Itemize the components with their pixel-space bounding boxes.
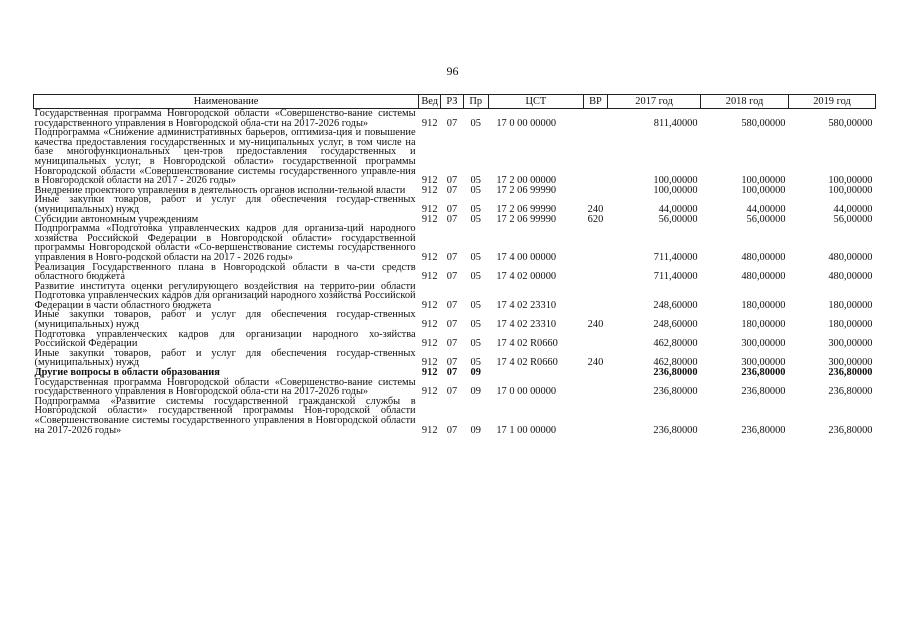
table-header-row — [34, 95, 876, 109]
row-cst — [488, 368, 583, 378]
row-ved: 912 — [421, 203, 438, 215]
row-ved: 912 — [421, 386, 438, 398]
table-row — [34, 263, 876, 282]
row-2019: 100,00000 — [828, 175, 873, 187]
row-pr: 05 — [470, 357, 481, 369]
row-2017: 711,40000 — [653, 251, 698, 263]
row-2018: 300,00000 — [741, 357, 786, 369]
row-2018: 236,80000 — [741, 424, 786, 436]
row-cst: 17 2 06 99990 — [496, 184, 557, 196]
row-pr: 09 — [470, 424, 481, 436]
row-name: Иные закупки товаров, работ и услуг для обеспечения государ-ственных (муниципальных) нужд — [34, 194, 416, 215]
row-vr: 240 — [587, 357, 604, 369]
row-rz: 07 — [446, 338, 458, 350]
table-row — [34, 282, 876, 311]
header-name: Наименование — [34, 95, 419, 109]
row-vr — [583, 128, 607, 186]
row-name: Иные закупки товаров, работ и услуг для обеспечения государ-ственных (муниципальных) нужд — [34, 347, 416, 369]
table-row — [34, 224, 876, 262]
row-pr: 09 — [470, 367, 481, 379]
header-2019: 2019 год — [789, 95, 876, 109]
row-cst: 17 2 06 99990 — [496, 213, 557, 225]
row-vr — [583, 224, 607, 262]
row-name: Подпрограмма «Подготовка управленческих кадров для организа-ций народного хозяйства Российской Федерации в Новгородской области» государственной программы Новгородской области «Со-вершенствование системы государственного управления в Новго-родской области на 2017 - 2026 годы» — [34, 223, 416, 263]
row-cst: 17 4 02 R0660 — [496, 338, 558, 350]
row-pr: 05 — [470, 319, 481, 331]
row-2019: 300,00000 — [828, 338, 873, 350]
row-2018: 180,00000 — [741, 299, 786, 311]
header-ved: Вед — [419, 95, 441, 109]
row-2019: 236,80000 — [828, 367, 873, 379]
header-2017: 2017 год — [608, 95, 701, 109]
row-2018: 480,00000 — [741, 251, 786, 263]
row-vr: 620 — [587, 213, 604, 225]
row-rz: 07 — [446, 203, 458, 215]
row-cst: 17 4 02 23310 — [496, 299, 557, 311]
row-2018: 100,00000 — [741, 175, 786, 187]
row-pr: 05 — [470, 251, 481, 263]
row-2019: 100,00000 — [828, 184, 873, 196]
row-cst: 17 0 00 00000 — [496, 117, 557, 129]
row-pr: 05 — [470, 175, 481, 187]
row-2019: 480,00000 — [828, 271, 873, 283]
row-2017: 811,40000 — [653, 117, 698, 129]
row-2017: 248,60000 — [653, 299, 698, 311]
row-2018: 236,80000 — [741, 386, 786, 398]
row-name: Реализация Государственного плана в Новгородской области в ча-сти средств областного бюджета — [34, 261, 416, 283]
row-pr: 05 — [470, 271, 481, 283]
row-ved: 912 — [421, 338, 438, 350]
row-name: Подпрограмма «Снижение административных барьеров, оптимиза-ция и повышение качества предоставления государственных и му-ниципальных услуг, в том числе на базе многофункциональных цен-тров предоставления государственных и муниципальных услуг, в Новгородской области» государственной программы Новгородской области «Совершенствование системы государственного управле-ния в Новгородской области на 2017 - 2026 годы» — [34, 127, 416, 187]
row-2017: 462,80000 — [653, 357, 698, 369]
row-2018: 236,80000 — [741, 367, 786, 379]
row-2019: 56,00000 — [833, 213, 873, 225]
row-2017: 56,00000 — [658, 213, 698, 225]
row-2019: 180,00000 — [828, 319, 873, 331]
header-rz: РЗ — [441, 95, 463, 109]
row-2018: 56,00000 — [746, 213, 786, 225]
table-row — [34, 109, 876, 129]
row-2018: 300,00000 — [741, 338, 786, 350]
row-2019: 480,00000 — [828, 251, 873, 263]
row-vr — [583, 397, 607, 435]
row-2017: 44,00000 — [658, 203, 698, 215]
row-cst: 17 2 00 00000 — [496, 175, 557, 187]
row-cst: 17 4 02 R0660 — [496, 357, 558, 369]
row-2018: 180,00000 — [741, 319, 786, 331]
row-name: Подготовка управленческих кадров для организации народного хо-зяйства Российской Федерации — [34, 328, 416, 350]
row-vr — [583, 109, 607, 129]
table-row — [34, 128, 876, 186]
row-ved: 912 — [421, 299, 438, 311]
row-name: Другие вопросы в области образования — [34, 367, 220, 379]
row-2019: 580,00000 — [828, 117, 873, 129]
row-2019: 180,00000 — [828, 299, 873, 311]
table-row — [34, 378, 876, 397]
row-ved: 912 — [421, 271, 438, 283]
row-ved: 912 — [421, 319, 438, 331]
row-cst: 17 1 00 00000 — [496, 424, 557, 436]
row-2017: 100,00000 — [653, 184, 698, 196]
row-vr — [583, 263, 607, 282]
row-2018: 580,00000 — [741, 117, 786, 129]
row-pr: 05 — [470, 203, 481, 215]
row-2017: 236,80000 — [653, 367, 698, 379]
table-row — [34, 397, 876, 435]
row-ved: 912 — [421, 213, 438, 225]
row-name: Внедрение проектного управления в деятельность органов исполни-тельной власти — [34, 184, 406, 196]
row-vr — [583, 186, 607, 196]
row-2017: 236,80000 — [653, 386, 698, 398]
row-ved: 912 — [421, 184, 438, 196]
row-name: Подпрограмма «Развитие системы государственной гражданской службы в Новгородской области» государственной программы Нов-городской области «Совершенствование системы государственного управления в Новгородской области на 2017-2026 годы» — [34, 395, 416, 436]
row-vr — [583, 368, 607, 378]
row-2017: 236,80000 — [653, 424, 698, 436]
row-rz: 07 — [446, 213, 458, 225]
row-name: Государственная программа Новгородской области «Совершенство-вание системы государственного управления в Новгородской обла-сти на 2017-2026 годы» — [34, 376, 416, 398]
row-rz: 07 — [446, 424, 458, 436]
row-2017: 462,80000 — [653, 338, 698, 350]
row-cst: 17 4 02 00000 — [496, 271, 557, 283]
header-cst: ЦСТ — [488, 95, 583, 109]
row-rz: 07 — [446, 175, 458, 187]
row-2018: 480,00000 — [741, 271, 786, 283]
table-body — [34, 109, 876, 436]
row-rz: 07 — [446, 117, 458, 129]
row-rz: 07 — [446, 386, 458, 398]
header-2018: 2018 год — [701, 95, 789, 109]
row-ved: 912 — [421, 367, 438, 379]
row-rz: 07 — [446, 319, 458, 331]
row-pr: 05 — [470, 213, 481, 225]
row-cst: 17 4 02 23310 — [496, 319, 557, 331]
row-pr: 09 — [470, 386, 481, 398]
row-cst: 17 4 00 00000 — [496, 251, 557, 263]
row-ved: 912 — [421, 357, 438, 369]
table-row — [34, 349, 876, 368]
row-vr: 240 — [587, 203, 604, 215]
row-cst: 17 0 00 00000 — [496, 386, 557, 398]
table-row — [34, 330, 876, 349]
row-rz: 07 — [446, 251, 458, 263]
row-2019: 236,80000 — [828, 386, 873, 398]
table-row — [34, 310, 876, 329]
row-2018: 100,00000 — [741, 184, 786, 196]
row-vr — [583, 282, 607, 311]
budget-table — [33, 94, 876, 435]
row-pr: 05 — [470, 338, 481, 350]
row-rz: 07 — [446, 184, 458, 196]
row-rz: 07 — [446, 367, 458, 379]
row-ved: 912 — [421, 117, 438, 129]
row-ved: 912 — [421, 175, 438, 187]
row-vr — [583, 378, 607, 397]
row-pr: 05 — [470, 299, 481, 311]
row-rz: 07 — [446, 299, 458, 311]
row-name: Развитие института оценки регулирующего воздействия на террито-рии области Подготовка управленческих кадров для организаций народного хозяйства Российской Федерации в части областного бюджета — [34, 280, 416, 311]
header-vr: ВР — [583, 95, 607, 109]
header-pr: Пр — [463, 95, 488, 109]
row-pr: 05 — [470, 117, 481, 129]
row-name: Субсидии автономным учреждениям — [34, 213, 199, 225]
table-row — [34, 195, 876, 214]
row-vr — [583, 330, 607, 349]
row-rz: 07 — [446, 357, 458, 369]
row-2017: 248,60000 — [653, 319, 698, 331]
row-rz: 07 — [446, 271, 458, 283]
row-2017: 100,00000 — [653, 175, 698, 187]
row-ved: 912 — [421, 424, 438, 436]
row-name: Иные закупки товаров, работ и услуг для обеспечения государ-ственных (муниципальных) нужд — [34, 309, 416, 331]
row-name: Государственная программа Новгородской области «Совершенство-вание системы государственного управления в Новгородской обла-сти на 2017-2026 годы» — [34, 108, 416, 129]
page-number: 96 — [446, 64, 459, 78]
row-ved: 912 — [421, 251, 438, 263]
row-pr: 05 — [470, 184, 481, 196]
row-2017: 711,40000 — [653, 271, 698, 283]
row-vr: 240 — [587, 319, 604, 331]
row-cst: 17 2 06 99990 — [496, 203, 557, 215]
row-2019: 300,00000 — [828, 357, 873, 369]
row-2019: 236,80000 — [828, 424, 873, 436]
row-2019: 44,00000 — [833, 203, 873, 215]
row-2018: 44,00000 — [746, 203, 786, 215]
